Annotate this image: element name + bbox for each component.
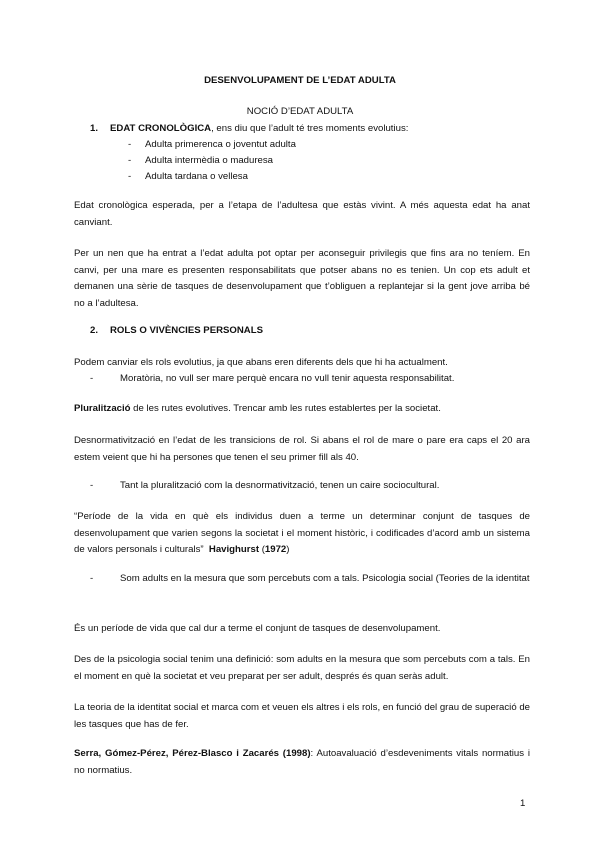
section-1-number: 1. xyxy=(90,123,99,134)
list-item: - Moratòria, no vull ser mare perquè encara no vull tenir aquesta responsabilitat. xyxy=(90,373,455,384)
paragraph-periode: És un període de vida que cal dur a terme el conjunt de tasques de desenvolupament. xyxy=(74,623,441,634)
document-title: DESENVOLUPAMENT DE L’EDAT ADULTA xyxy=(204,75,396,86)
paragraph-desnormativitzacio: Desnormativització en l’edat de les transicions de rol. Si abans el rol de mare o pare era caps el 20 ara estem veient que hi ha persones que tenen el seu primer fill als 40. xyxy=(74,435,530,463)
paragraph-pluralitzacio: Pluralització de les rutes evolutives. Trencar amb les rutes establertes per la societat. xyxy=(74,403,441,414)
list-item: - Adulta intermèdia o maduresa xyxy=(128,155,273,166)
list-item: - Adulta primerenca o joventut adulta xyxy=(128,139,296,150)
page-number: 1 xyxy=(520,798,526,809)
section-2-number: 2. xyxy=(90,325,99,336)
quote-havighurst: “Període de la vida en què els individus duen a terme un determinar conjunt de tasques de desenvolupament que varien segons la societat i el moment històric, i codificades d’acord amb un sistema de valors personals i culturals” Havighurst (1972) xyxy=(74,511,530,556)
quote-year: 1972 xyxy=(264,544,287,556)
list-item: - Tant la pluralització com la desnormativització, tenen un caire sociocultural. xyxy=(90,480,440,491)
section-2-heading xyxy=(90,323,546,340)
paragraph-rols: Podem canviar els rols evolutius, ja que abans eren diferents dels que hi ha actualment. xyxy=(74,357,448,368)
list-item: - Som adults en la mesura que som percebuts com a tals. Psicologia social (Teories de la identitat xyxy=(90,573,530,584)
paragraph-nen-mare: Per un nen que ha entrat a l’edat adulta pot optar per aconseguir privilegis que fins ara no teníem. En canvi, per una mare es presenten responsabilitats que potser abans no es tenien. Un cop ets adult et demanen una sèrie de tasques de desenvolupament que t’obliguen a replantejar si la gent jove arriba bé no a l’adultesa. xyxy=(74,248,530,309)
section-1-heading xyxy=(90,121,546,138)
document-subtitle: NOCIÓ D’EDAT ADULTA xyxy=(246,106,354,117)
paragraph-edat-cronologica: Edat cronològica esperada, per a l’etapa de l’adultesa que estàs vivint. A més aquesta edat ha anat canviant. xyxy=(74,200,530,228)
section-2-title: ROLS O VIVÈNCIES PERSONALS xyxy=(110,325,263,336)
list-item: - Adulta tardana o vellesa xyxy=(128,171,248,182)
quote-author: Havighurst xyxy=(208,544,260,556)
section-1-intro: , ens diu que l’adult té tres moments evolutius: xyxy=(211,123,409,134)
paragraph-identitat-social: La teoria de la identitat social et marca com et veuen els altres i els rols, en funció del grau de superació de les tasques que has de fer. xyxy=(74,702,530,730)
paragraph-psicologia-social: Des de la psicologia social tenim una definició: som adults en la mesura que som percebuts com a tals. En el moment en què la societat et veu preparat per ser adult, després és quan seràs adult. xyxy=(74,654,530,682)
section-1-title: EDAT CRONOLÒGICA xyxy=(110,123,212,134)
paragraph-serra: Serra, Gómez-Pérez, Pérez-Blasco i Zacarés (1998): Autoavaluació d’esdeveniments vitals normatius i no normatius. xyxy=(74,748,530,776)
